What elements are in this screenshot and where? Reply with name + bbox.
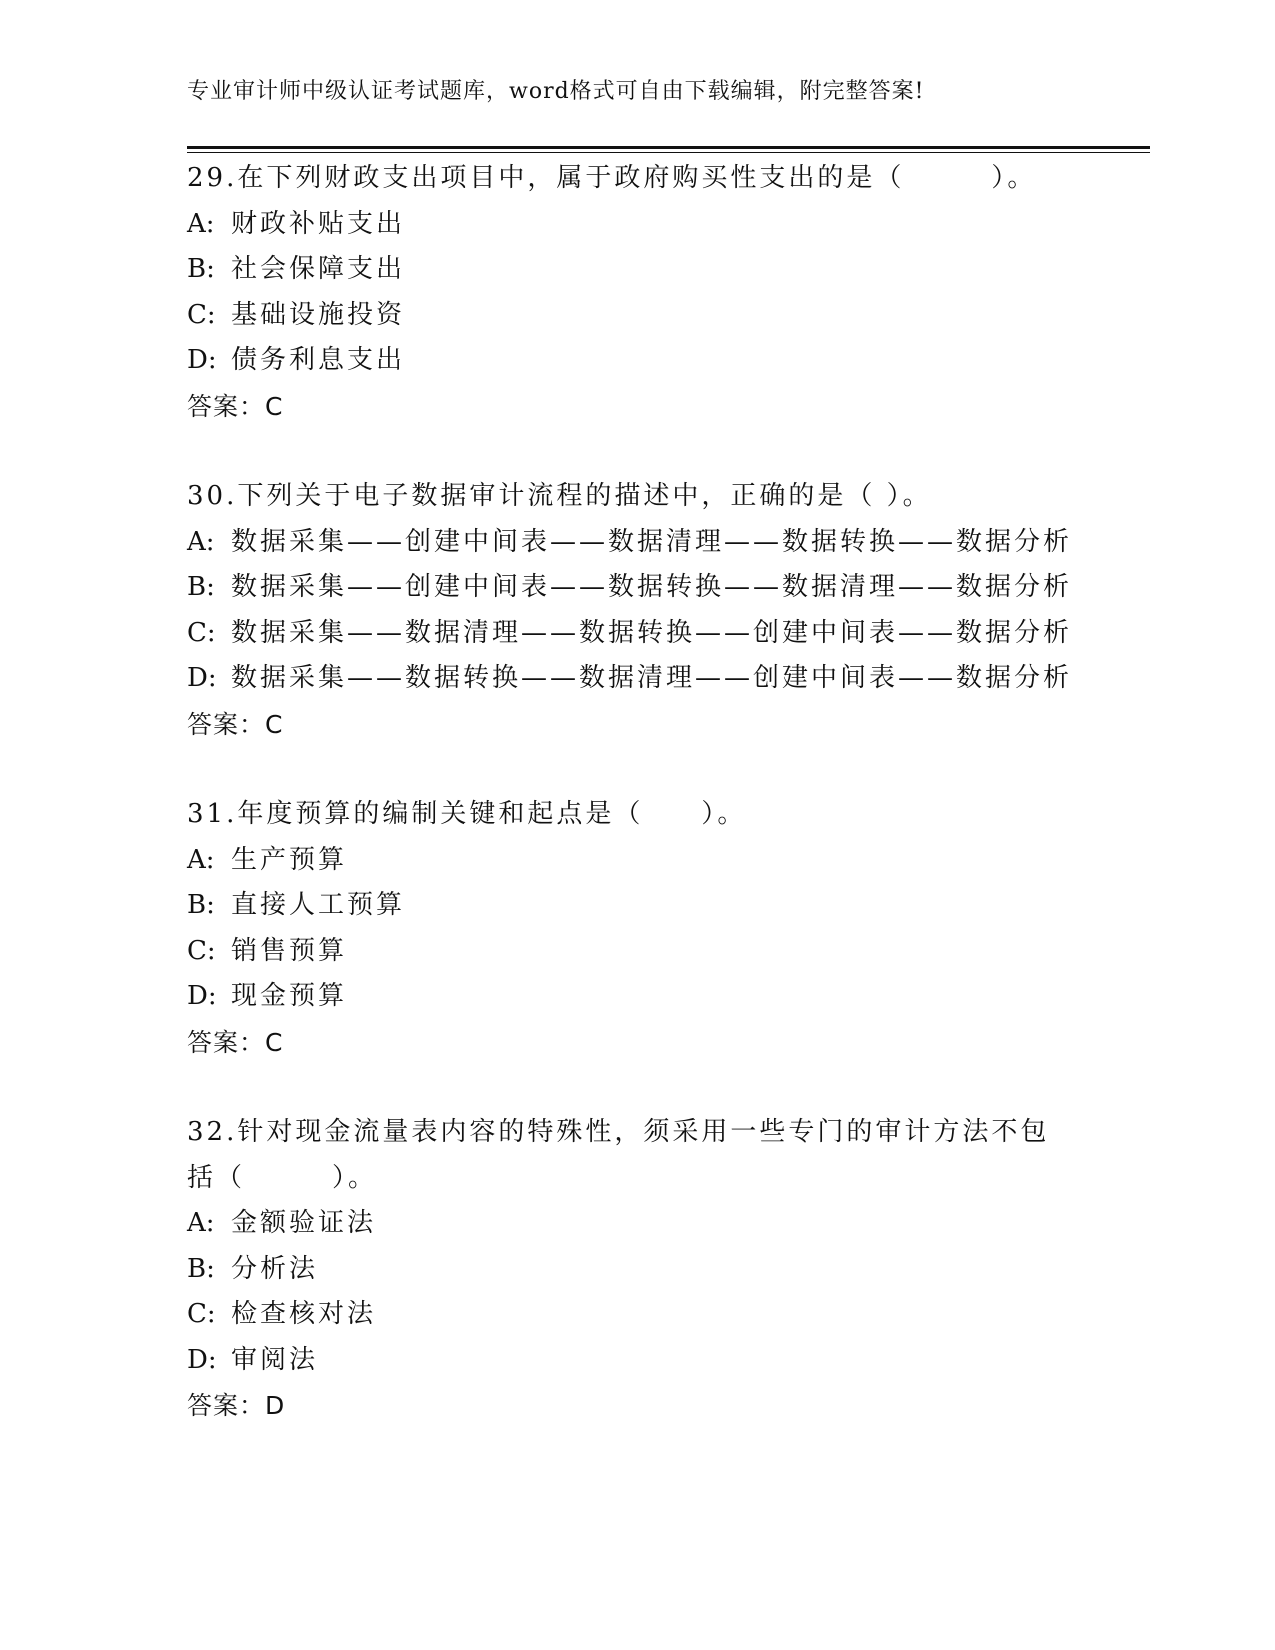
- option-letter: D:: [187, 981, 217, 1011]
- option-letter: D:: [187, 663, 217, 693]
- option-c: [187, 611, 1087, 657]
- option-letter: B:: [187, 890, 215, 920]
- option-b: [187, 247, 1087, 293]
- option-letter: A:: [187, 526, 215, 557]
- option-text: 数据采集——数据清理——数据转换——创建中间表——数据分析: [231, 617, 1073, 648]
- header-rule-thick: [187, 146, 1150, 149]
- question-stem: 31.年度预算的编制关键和起点是（ ）。: [187, 799, 747, 829]
- question-32: [187, 1110, 1087, 1429]
- question-stem: 30.下列关于电子数据审计流程的描述中，正确的是（ ）。: [187, 481, 932, 511]
- option-letter: C:: [187, 1299, 216, 1329]
- option-text: 分析法: [231, 1253, 319, 1284]
- page-header: 专业审计师中级认证考试题库，word格式可自由下载编辑，附完整答案!: [187, 79, 925, 104]
- option-text: 数据采集——创建中间表——数据转换——数据清理——数据分析: [231, 572, 1073, 602]
- option-letter: D:: [187, 1344, 217, 1375]
- answer-line: 答案：C: [187, 709, 284, 739]
- option-letter: B:: [187, 572, 215, 602]
- question-29: [187, 156, 1087, 429]
- question-31: [187, 792, 1087, 1065]
- option-text: 检查核对法: [231, 1299, 377, 1329]
- option-d: [187, 1338, 1087, 1384]
- option-letter: C:: [187, 935, 216, 966]
- option-text: 金额验证法: [231, 1208, 377, 1238]
- option-text: 财政补贴支出: [231, 208, 406, 239]
- option-letter: A:: [187, 1208, 215, 1238]
- option-letter: B:: [187, 1253, 215, 1284]
- option-d: [187, 338, 1087, 384]
- question-stem: 29.在下列财政支出项目中，属于政府购买性支出的是（ ）。: [187, 163, 1037, 193]
- option-text: 销售预算: [231, 935, 348, 966]
- option-text: 数据采集——数据转换——数据清理——创建中间表——数据分析: [231, 663, 1073, 693]
- option-text: 债务利息支出: [231, 345, 406, 375]
- option-text: 直接人工预算: [231, 890, 406, 920]
- option-text: 审阅法: [231, 1344, 319, 1375]
- option-letter: A:: [187, 844, 215, 875]
- answer-line: 答案：C: [187, 391, 284, 421]
- question-stem: 32.针对现金流量表内容的特殊性，须采用一些专门的审计方法不包括（ ）。: [187, 1117, 1050, 1193]
- answer-line: 答案：D: [187, 1391, 286, 1420]
- option-a: [187, 202, 1087, 248]
- option-letter: A:: [187, 208, 215, 239]
- option-text: 基础设施投资: [231, 299, 406, 330]
- option-letter: D:: [187, 345, 217, 375]
- option-b: [187, 1247, 1087, 1293]
- option-d: [187, 974, 1087, 1020]
- question-30: [187, 474, 1087, 747]
- option-b: [187, 883, 1087, 929]
- option-text: 数据采集——创建中间表——数据清理——数据转换——数据分析: [231, 526, 1073, 557]
- option-letter: C:: [187, 299, 216, 330]
- option-letter: C:: [187, 617, 216, 648]
- option-a: [187, 838, 1087, 884]
- option-a: [187, 1201, 1087, 1247]
- header-rule-thin: [187, 152, 1150, 153]
- option-d: [187, 656, 1087, 702]
- option-text: 社会保障支出: [231, 254, 406, 284]
- option-text: 现金预算: [231, 981, 348, 1011]
- option-c: [187, 929, 1087, 975]
- option-text: 生产预算: [231, 844, 348, 875]
- option-letter: B:: [187, 254, 215, 284]
- option-b: [187, 565, 1087, 611]
- option-c: [187, 1292, 1087, 1338]
- option-c: [187, 293, 1087, 339]
- option-a: [187, 520, 1087, 566]
- answer-line: 答案：C: [187, 1027, 284, 1057]
